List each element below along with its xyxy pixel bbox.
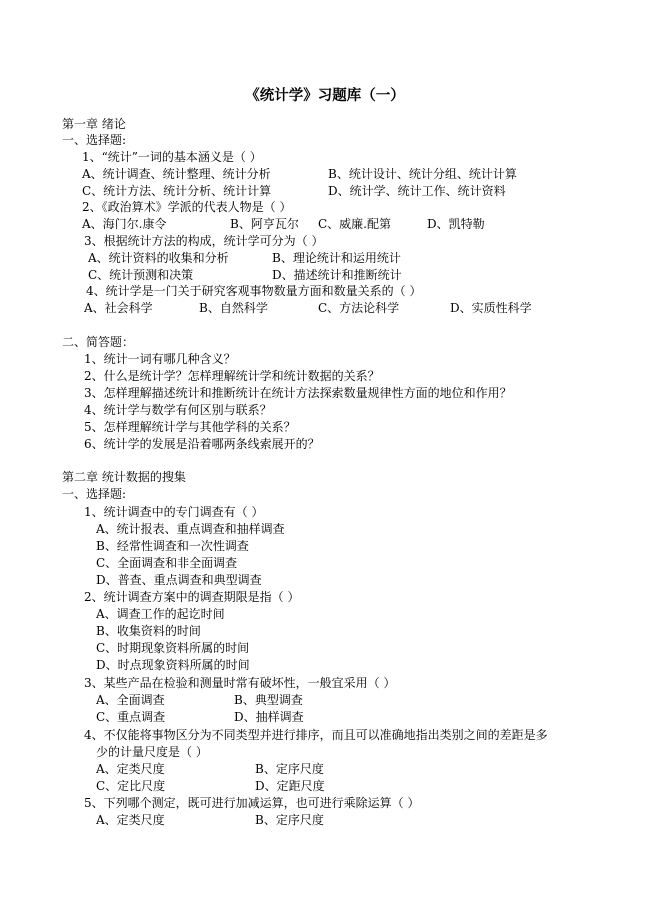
ch2-q3-option-a: A、全面调查 xyxy=(96,693,165,707)
document-title: 《统计学》习题库（一） xyxy=(245,87,405,104)
ch1-q2-option-a: A、海门尔.康令 xyxy=(82,217,167,231)
ch1-sa-item: 1、统计一词有哪几种含义？ xyxy=(84,352,236,366)
ch1-mc-heading: 一、选择题: xyxy=(62,133,127,147)
ch1-q3-option-a: A、统计资料的收集和分析 xyxy=(88,251,229,265)
ch2-q1-option-c: C、全面调查和非全面调查 xyxy=(96,556,238,570)
ch2-q4-option-a: A、定类尺度 xyxy=(96,762,165,776)
ch2-q5-option-b: B、定序尺度 xyxy=(255,813,324,827)
ch2-q5-stem: 5、下列哪个测定，既可进行加减运算，也可进行乘除运算（ ） xyxy=(84,796,420,810)
ch1-q4-option-d: D、实质性科学 xyxy=(450,301,532,315)
ch1-q2-option-d: D、凯特勒 xyxy=(427,217,485,231)
ch2-q1-option-b: B、经常性调查和一次性调查 xyxy=(96,539,249,553)
ch2-q4-stem-cont: 少的计量尺度是（ ） xyxy=(96,745,208,759)
ch1-sa-item: 2、什么是统计学？怎样理解统计学和统计数据的关系？ xyxy=(84,369,380,383)
ch1-q2-option-c: C、威廉.配第 xyxy=(318,217,391,231)
ch2-q4-stem: 4、不仅能将事物区分为不同类型并进行排序，而且可以准确地指出类别之间的差距是多 xyxy=(84,728,548,742)
ch2-q2-option-a: A、调查工作的起讫时间 xyxy=(96,607,225,621)
ch2-q4-option-b: B、定序尺度 xyxy=(255,762,324,776)
ch2-q1-option-d: D、普查、重点调查和典型调查 xyxy=(96,573,262,587)
ch2-q3-option-d: D、抽样调查 xyxy=(234,710,304,724)
ch1-q3-option-c: C、统计预测和决策 xyxy=(88,268,194,282)
ch1-q4-stem: 4、统计学是一门关于研究客观事物数量方面和数量关系的（ ） xyxy=(86,284,422,298)
chapter-1-heading: 第一章 绪论 xyxy=(62,117,126,131)
ch2-q4-option-c: C、定比尺度 xyxy=(96,779,166,793)
ch1-sa-item: 4、统计学与数学有何区别与联系？ xyxy=(84,403,272,417)
ch2-q1-option-a: A、统计报表、重点调查和抽样调查 xyxy=(96,522,285,536)
ch2-q3-option-b: B、典型调查 xyxy=(234,693,303,707)
ch1-q3-option-d: D、描述统计和推断统计 xyxy=(272,268,402,282)
ch2-q1-stem: 1、统计调查中的专门调查有（ ） xyxy=(84,505,264,519)
ch1-q4-option-a: A、社会科学 xyxy=(84,301,153,315)
ch1-q2-stem: 2、《政治算术》学派的代表人物是（ ） xyxy=(82,200,292,214)
ch1-sa-item: 6、统计学的发展是沿着哪两条线索展开的？ xyxy=(84,437,320,451)
ch2-q2-option-d: D、时点现象资料所属的时间 xyxy=(96,658,250,672)
ch2-q5-option-a: A、定类尺度 xyxy=(96,813,165,827)
ch2-q4-option-d: D、定距尺度 xyxy=(255,779,325,793)
ch2-q3-stem: 3、某些产品在检验和测量时常有破坏性，一般宜采用（ ） xyxy=(84,676,396,690)
ch1-q4-option-b: B、自然科学 xyxy=(199,301,268,315)
ch1-q1-stem: 1、“统计”一词的基本涵义是（ ） xyxy=(82,150,262,164)
chapter-2-heading: 第二章 统计数据的搜集 xyxy=(62,470,186,484)
ch2-q2-option-b: B、收集资料的时间 xyxy=(96,624,201,638)
ch2-mc-heading: 一、选择题: xyxy=(62,487,127,501)
ch1-q1-option-a: A、统计调查、统计整理、统计分析 xyxy=(82,167,271,181)
ch1-q3-stem: 3、根据统计方法的构成，统计学可分为（ ） xyxy=(84,234,324,248)
ch1-q2-option-b: B、阿亨瓦尔 xyxy=(230,217,299,231)
ch1-sa-item: 5、怎样理解统计学与其他学科的关系？ xyxy=(84,420,296,434)
ch1-q1-option-b: B、统计设计、统计分组、统计计算 xyxy=(328,167,517,181)
ch1-q1-option-c: C、统计方法、统计分析、统计计算 xyxy=(82,184,272,198)
ch2-q2-stem: 2、统计调查方案中的调查期限是指（ ） xyxy=(84,590,300,604)
ch1-q1-option-d: D、统计学、统计工作、统计资料 xyxy=(328,184,506,198)
ch1-sa-heading: 二、简答题： xyxy=(62,335,135,349)
ch2-q3-option-c: C、重点调查 xyxy=(96,710,166,724)
ch1-q3-option-b: B、理论统计和运用统计 xyxy=(272,251,401,265)
ch1-sa-item: 3、怎样理解描述统计和推断统计在统计方法探索数量规律性方面的地位和作用？ xyxy=(84,386,512,400)
ch2-q2-option-c: C、时期现象资料所属的时间 xyxy=(96,641,250,655)
ch1-q4-option-c: C、方法论科学 xyxy=(318,301,400,315)
